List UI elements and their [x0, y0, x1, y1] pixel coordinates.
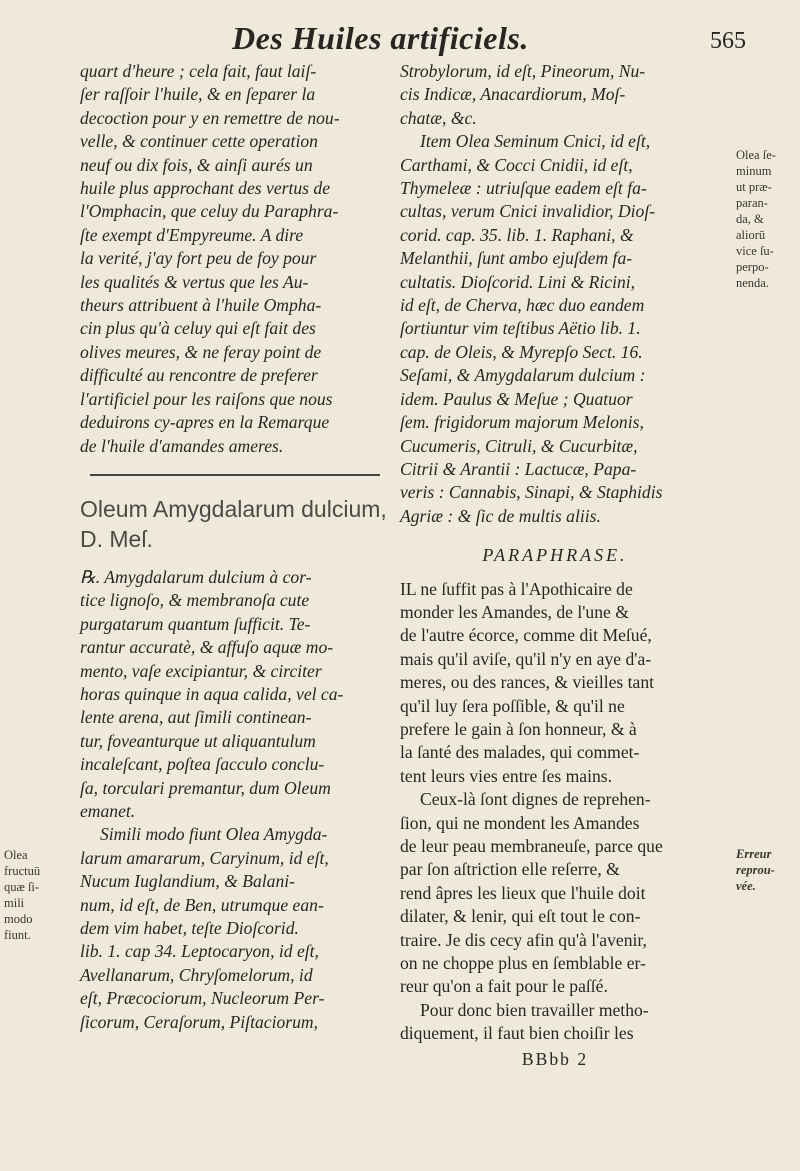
- text-line: huile plus approchant des vertus de: [80, 178, 331, 199]
- text-line: tent leurs vies entre ſes mains.: [400, 765, 613, 786]
- text-line: quart d'heure ; cela fait, faut laiſ-: [80, 61, 317, 81]
- text-line: neuf ou dix fois, & ainſi aurés un: [80, 154, 313, 175]
- text-line: Cucumeris, Citruli, & Cucurbitæ,: [400, 435, 638, 456]
- margin-note-line: ut præ-: [736, 180, 772, 194]
- text-line: Nucum Iuglandium, & Balani-: [80, 871, 296, 892]
- text-line: Avellanarum, Chryſomelorum, id: [80, 964, 313, 985]
- text-line: Thymeleæ : utriuſque eadem eſt fa-: [400, 178, 647, 199]
- text-line: larum amararum, Caryinum, id eſt,: [80, 847, 329, 868]
- text-line: lente arena, aut ſimili continean-: [80, 707, 312, 728]
- text-line: theurs attribuent à l'huile Ompha-: [80, 295, 322, 316]
- margin-note-line: vée.: [736, 879, 756, 893]
- text-line: purgatarum quantum ſufficit. Te-: [80, 613, 311, 634]
- text-line: de l'autre écorce, comme dit Meſué,: [400, 625, 652, 646]
- text-line: Simili modo fiunt Olea Amygda-: [100, 824, 328, 845]
- page-header: [0, 18, 800, 64]
- text-line: difficulté au rencontre de preferer: [80, 365, 318, 386]
- text-line: cap. de Oleis, & Myrepſo Sect. 16.: [400, 341, 643, 362]
- simili-paragraph: [80, 823, 390, 1034]
- text-line: ſer raſſoir l'huile, & en ſeparer la: [80, 84, 316, 105]
- text-line: velle, & continuer cette operation: [80, 131, 318, 152]
- section-divider: [90, 474, 380, 476]
- text-line: Item Olea Seminum Cnici, id eſt,: [420, 131, 651, 152]
- text-line: on ne choppe plus en ſemblable er-: [400, 953, 646, 974]
- text-line: Melanthii, ſunt ambo ejuſdem fa-: [400, 248, 633, 269]
- text-line: id eſt, de Cherva, hæc duo eandem: [400, 295, 645, 316]
- text-line: dem vim habet, teſte Dioſcorid.: [80, 918, 299, 938]
- margin-note-right-top: [736, 147, 794, 291]
- margin-note-line: da, &: [736, 212, 764, 226]
- text-line: emanet.: [80, 800, 136, 821]
- section-title: Oleum Amygdalarum dulcium, D. Meſ.: [80, 495, 387, 552]
- text-line: Pour donc bien travailler metho-: [420, 999, 649, 1020]
- text-line: lib. 1. cap 34. Leptocaryon, id eſt,: [80, 941, 319, 962]
- text-line: la verité, j'ay fort peu de foy pour: [80, 248, 317, 269]
- margin-note-line: vice ſu-: [736, 244, 774, 258]
- text-line: decoction pour y en remettre de nou-: [80, 107, 340, 128]
- text-line: meres, ou des rances, & vieilles tant: [400, 672, 655, 693]
- text-line: ſem. frigidorum majorum Melonis,: [400, 412, 644, 433]
- text-line: reur qu'on a fait pour le paſſé.: [400, 976, 608, 997]
- margin-note-line: modo: [4, 912, 33, 926]
- margin-note-left: [4, 847, 54, 943]
- text-line: monder les Amandes, de l'une &: [400, 601, 629, 622]
- text-line: cultas, verum Cnici invalidior, Dioſ-: [400, 201, 656, 222]
- text-line: cis Indicæ, Anacardiorum, Moſ-: [400, 84, 626, 105]
- text-line: de l'huile d'amandes ameres.: [80, 435, 284, 456]
- text-line: ℞. Amygdalarum dulcium à cor-: [80, 566, 312, 587]
- text-line: corid. cap. 35. lib. 1. Raphani, &: [400, 224, 634, 245]
- text-line: l'Omphacin, que celuy du Paraphra-: [80, 201, 339, 222]
- margin-note-line: reprou-: [736, 863, 775, 877]
- text-line: rend âpres les lieux que l'huile doit: [400, 882, 646, 903]
- text-line: l'artificiel pour les raiſons que nous: [80, 388, 333, 409]
- text-line: tice lignoſo, & membranoſa cute: [80, 590, 310, 611]
- text-line: incaleſcant, poſtea ſacculo conclu-: [80, 754, 325, 775]
- text-line: dilater, & lenir, qui eſt tout le con-: [400, 906, 641, 927]
- text-line: Carthami, & Cocci Cnidii, id eſt,: [400, 154, 633, 175]
- margin-note-line: perpo-: [736, 260, 769, 274]
- text-line: prefere le gain à ſon honneur, & à: [400, 718, 637, 739]
- margin-note-line: fructuū: [4, 864, 41, 878]
- text-line: la ſanté des malades, qui commet-: [400, 742, 640, 763]
- text-line: idem. Paulus & Meſue ; Quatuor: [400, 388, 633, 409]
- text-line: mais qu'il aviſe, qu'il n'y en aye d'a-: [400, 648, 652, 669]
- paraphrase-paragraph: [400, 578, 710, 1046]
- text-line: olives meures, & ne feray point de: [80, 341, 322, 362]
- text-line: ſte exempt d'Empyreume. A dire: [80, 224, 304, 245]
- text-line: ſicorum, Ceraſorum, Piſtaciorum,: [80, 1011, 318, 1032]
- text-line: ſion, qui ne mondent les Amandes: [400, 812, 640, 833]
- text-line: Strobylorum, id eſt, Pineorum, Nu-: [400, 61, 646, 81]
- text-line: cultatis. Dioſcorid. Lini & Ricini,: [400, 271, 636, 292]
- margin-note-line: mili: [4, 896, 25, 910]
- text-line: de leur peau membraneuſe, parce que: [400, 836, 663, 856]
- signature-mark: BBbb 2: [521, 1048, 589, 1069]
- text-line: par ſon aſtriction elle reſerre, &: [400, 859, 620, 880]
- margin-note-line: fiunt.: [4, 928, 31, 942]
- margin-note-line: quæ ſi-: [4, 880, 40, 894]
- recipe-paragraph: [80, 566, 390, 823]
- text-line: rantur accuratè, & affuſo aquæ mo-: [80, 637, 334, 658]
- text-line: qu'il luy ſera poſſible, & qu'il ne: [400, 695, 625, 716]
- text-line: diquement, il faut bien choiſir les: [400, 1023, 634, 1044]
- text-line: num, id eſt, de Ben, utrumque ean-: [80, 894, 324, 915]
- text-line: deduirons cy-apres en la Remarque: [80, 412, 330, 433]
- text-line: les qualités & vertus que les Au-: [80, 271, 309, 292]
- margin-note-line: aliorū: [736, 228, 766, 242]
- margin-note-line: Olea ſe-: [736, 148, 776, 162]
- margin-note-line: Erreur: [736, 847, 772, 861]
- margin-note-line: minum: [736, 164, 772, 178]
- text-line: tur, foveanturque ut aliquantulum: [80, 730, 316, 751]
- text-line: eſt, Præcociorum, Nucleorum Per-: [80, 988, 325, 1009]
- left-column: [80, 60, 390, 1034]
- margin-note-right-bottom: [736, 846, 794, 894]
- left-intro-paragraph: [80, 60, 390, 458]
- text-line: veris : Cannabis, Sinapi, & Staphidis: [400, 482, 663, 503]
- margin-note-line: nenda.: [736, 276, 769, 290]
- page-number: 565: [710, 28, 746, 54]
- text-line: mento, vaſe excipiantur, & circiter: [80, 660, 322, 681]
- text-line: Agriæ : & ſic de multis aliis.: [400, 505, 601, 526]
- text-line: traire. Je dis cecy afin qu'à l'avenir,: [400, 929, 647, 950]
- paraphrase-heading: PARAPHRASE.: [482, 545, 628, 566]
- text-line: Citrii & Arantii : Lactucæ, Papa-: [400, 458, 637, 479]
- text-line: chatæ, &c.: [400, 107, 477, 128]
- text-line: ſa, torculari premantur, dum Oleum: [80, 777, 331, 798]
- text-line: Ceux-là ſont dignes de reprehen-: [420, 789, 651, 810]
- margin-note-line: Olea: [4, 848, 28, 862]
- text-line: ſortiuntur vim teſtibus Aëtio lib. 1.: [400, 318, 641, 339]
- running-title: Des Huiles artificiels.: [232, 20, 529, 56]
- right-top-paragraph: [400, 60, 710, 528]
- text-line: horas quinque in aqua calida, vel ca-: [80, 683, 344, 704]
- text-line: Seſami, & Amygdalarum dulcium :: [400, 365, 646, 386]
- text-line: cin plus qu'à celuy qui eſt fait des: [80, 318, 316, 339]
- text-line: IL ne ſuffit pas à l'Apothicaire de: [400, 578, 633, 599]
- margin-note-line: paran-: [736, 196, 768, 210]
- right-column: [400, 60, 710, 1071]
